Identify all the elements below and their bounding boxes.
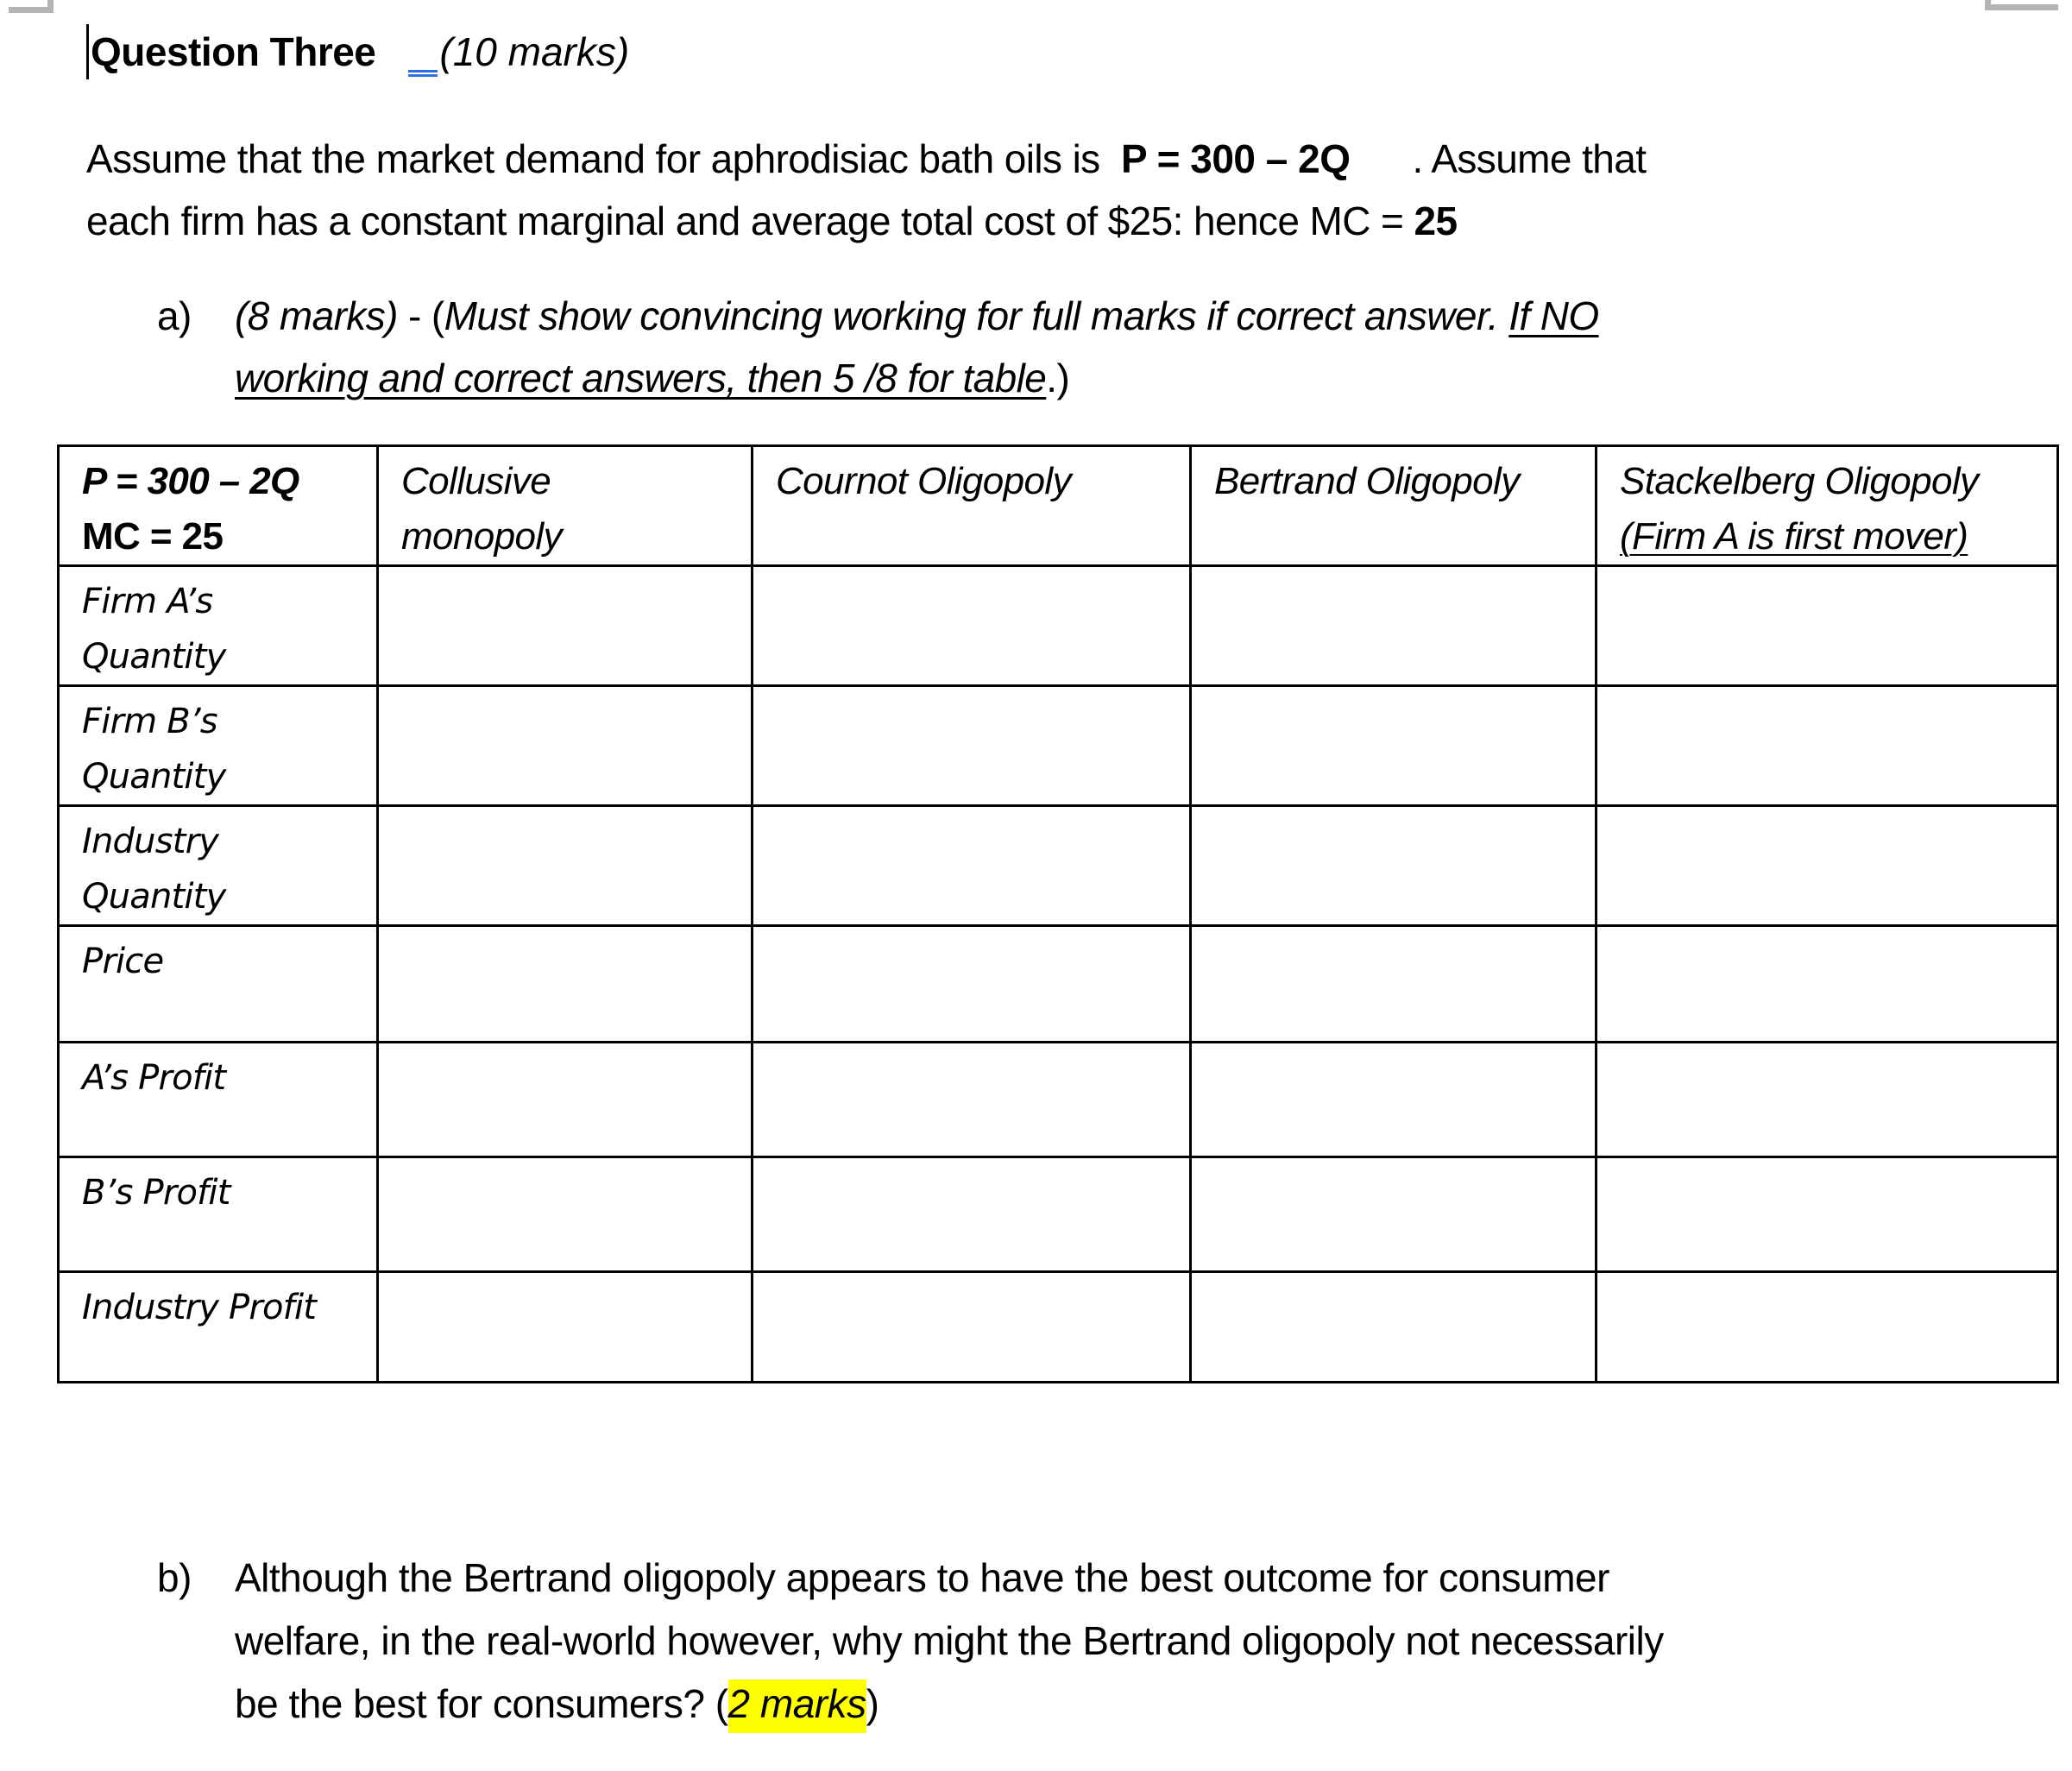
- row-label-line: Price: [82, 942, 164, 981]
- column-header-cournot: [753, 446, 1191, 566]
- column-header-collusive: [378, 446, 753, 566]
- answer-cell[interactable]: [1191, 566, 1597, 686]
- closing-paren: ): [866, 1681, 879, 1726]
- row-label-line: B’s Profit: [82, 1173, 230, 1213]
- column-header-bertrand: [1191, 446, 1597, 566]
- row-label: [59, 686, 378, 806]
- column-header-line: (Firm A is first mover): [1620, 515, 1968, 558]
- answer-cell[interactable]: [1191, 1043, 1597, 1157]
- table-row-industry-profit: [59, 1272, 2058, 1383]
- row-label: [59, 926, 378, 1043]
- mc-value: 25: [1414, 199, 1458, 243]
- answer-cell[interactable]: [378, 1157, 753, 1272]
- answer-cell[interactable]: [378, 1272, 753, 1383]
- row-label-line: Quantity: [82, 637, 226, 677]
- answer-cell[interactable]: [1191, 1157, 1597, 1272]
- part-b-line-3: [157, 1673, 1664, 1736]
- part-a-instruction: Must show convincing working for full marks if correct answer.: [444, 293, 1509, 338]
- row-label-line: Quantity: [82, 877, 226, 917]
- intro-text-continued: . Assume that: [1412, 136, 1647, 181]
- answer-cell[interactable]: [1597, 1157, 2058, 1272]
- table-row-a-profit: [59, 1043, 2058, 1157]
- cost-text: each firm has a constant marginal and average total cost of $25: hence MC =: [86, 199, 1404, 243]
- answer-cell[interactable]: [753, 1043, 1191, 1157]
- row-label-line: Industry: [82, 822, 219, 861]
- table-row-firm-b-quantity: [59, 686, 2058, 806]
- answer-cell[interactable]: [1191, 926, 1597, 1043]
- part-b-line-2: welfare, in the real-world however, why might the Bertrand oligopoly not necessarily: [235, 1618, 1664, 1663]
- answer-cell[interactable]: [753, 806, 1191, 926]
- answer-cell[interactable]: [378, 926, 753, 1043]
- column-header-line: Stackelberg Oligopoly: [1620, 460, 1979, 502]
- part-a-label: a): [157, 293, 192, 338]
- answer-cell[interactable]: [378, 566, 753, 686]
- part-a-instructions: [157, 285, 1599, 409]
- answer-cell[interactable]: [378, 806, 753, 926]
- table-header-row: [59, 446, 2058, 566]
- intro-line-1: [86, 128, 1646, 190]
- question-title: Question Three: [91, 29, 376, 74]
- part-a-marks: (8 marks): [235, 293, 398, 338]
- row-label: [59, 1272, 378, 1383]
- answer-cell[interactable]: [1597, 686, 2058, 806]
- column-header-line: Bertrand Oligopoly: [1214, 460, 1520, 502]
- demand-equation: P = 300 – 2Q: [1120, 136, 1351, 181]
- answer-cell[interactable]: [753, 686, 1191, 806]
- answer-cell[interactable]: [1597, 1272, 2058, 1383]
- part-b-label: b): [157, 1555, 192, 1600]
- answer-cell[interactable]: [753, 1157, 1191, 1272]
- answer-cell[interactable]: [1191, 1272, 1597, 1383]
- text-cursor: [86, 24, 89, 79]
- page-corner-mark-top-right: [1985, 0, 2058, 10]
- table-corner-cell: [59, 446, 378, 566]
- row-label-line: Firm B’s: [82, 702, 217, 741]
- separator: - (: [397, 293, 444, 338]
- question-heading: [86, 26, 629, 83]
- answer-cell[interactable]: [1597, 1043, 2058, 1157]
- answer-cell[interactable]: [1191, 686, 1597, 806]
- row-label: [59, 806, 378, 926]
- part-a-line-2: [157, 347, 1599, 409]
- row-label-line: Industry Profit: [82, 1288, 317, 1327]
- column-header-line: Cournot Oligopoly: [776, 460, 1071, 502]
- table-row-b-profit: [59, 1157, 2058, 1272]
- answer-cell[interactable]: [1597, 926, 2058, 1043]
- answer-cell[interactable]: [1191, 806, 1597, 926]
- part-a-line-1: [157, 285, 1599, 347]
- part-b-text: be the best for consumers? (: [235, 1681, 728, 1726]
- column-header-stackelberg: [1597, 446, 2058, 566]
- answer-cell[interactable]: [753, 926, 1191, 1043]
- answer-cell[interactable]: [378, 1043, 753, 1157]
- part-a-instruction-underlined: If NO: [1508, 293, 1599, 338]
- answer-cell[interactable]: [753, 1272, 1191, 1383]
- row-label-line: A’s Profit: [82, 1058, 226, 1098]
- corner-demand-equation: P = 300 – 2Q: [82, 460, 299, 502]
- answer-cell[interactable]: [753, 566, 1191, 686]
- table-row-firm-a-quantity: [59, 566, 2058, 686]
- page-corner-mark-top-left: [9, 0, 54, 13]
- part-b-marks-highlight: 2 marks: [728, 1680, 866, 1733]
- column-header-line: monopoly: [401, 515, 562, 558]
- table-row-industry-quantity: [59, 806, 2058, 926]
- row-label-line: Quantity: [82, 757, 226, 797]
- closing-paren: .): [1046, 356, 1070, 400]
- intro-text: Assume that the market demand for aphrodisiac bath oils is: [86, 136, 1100, 181]
- answer-cell[interactable]: [1597, 566, 2058, 686]
- part-b-question: [157, 1547, 1664, 1736]
- answer-cell[interactable]: [1597, 806, 2058, 926]
- answer-cell[interactable]: [378, 686, 753, 806]
- oligopoly-answer-table: [57, 444, 2059, 1383]
- column-header-line: Collusive: [401, 460, 551, 502]
- intro-line-2: [86, 190, 1646, 252]
- part-b-text: Although the Bertrand oligopoly appears to have the best outcome for consumer: [235, 1555, 1609, 1600]
- part-a-instruction-underlined-2: working and correct answers, then 5 /8 for table: [235, 356, 1047, 400]
- row-label: [59, 1157, 378, 1272]
- row-label: [59, 566, 378, 686]
- intro-paragraph: [86, 128, 1646, 252]
- question-marks: (10 marks): [439, 29, 630, 74]
- part-b-line-1: [157, 1547, 1664, 1610]
- row-label: [59, 1043, 378, 1157]
- grammar-underline-icon[interactable]: [408, 53, 438, 72]
- table-row-price: [59, 926, 2058, 1043]
- row-label-line: Firm A’s: [82, 582, 213, 621]
- corner-mc: MC = 25: [82, 515, 224, 558]
